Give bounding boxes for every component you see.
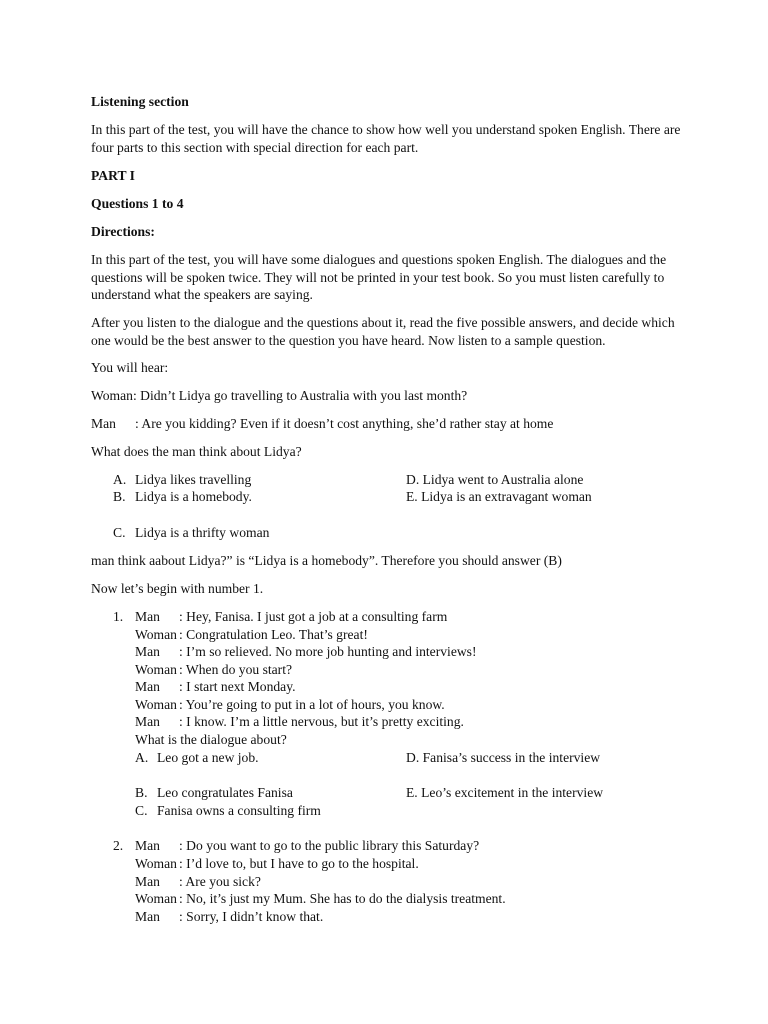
question-number: 2. <box>113 838 124 853</box>
sample-option-d: D. Lidya went to Australia alone <box>406 472 584 487</box>
you-will-hear: You will hear: <box>91 360 169 375</box>
dialogue-text: : Are you kidding? Even if it doesn’t cost anything, she’d rather stay at home <box>135 416 554 431</box>
begin-text: Now let’s begin with number 1. <box>91 581 264 596</box>
directions-label: Directions: <box>91 224 155 239</box>
question-number: 1. <box>113 609 124 624</box>
part-title: PART I <box>91 168 135 183</box>
dialogue-line: Man : I’m so relieved. No more job hunting and interviews! <box>135 644 477 659</box>
dialogue-line: Woman : When do you start? <box>135 662 293 677</box>
directions-paragraph-2: After you listen to the dialogue and the questions about it, read the five possible answers, and decide which one would be the best answer to the question you have heard. Now listen to a sample question. <box>91 315 675 348</box>
sample-dialogue-line <box>91 415 553 433</box>
speaker-label: Woman <box>91 388 133 403</box>
sample-option-c: C. Lidya is a thrifty woman <box>113 525 270 540</box>
sample-explanation: man think aabout Lidya?” is “Lidya is a homebody”. Therefore you should answer (B) <box>91 553 562 568</box>
dialogue-line: Man : Hey, Fanisa. I just got a job at a consulting farm <box>135 609 448 624</box>
sample-dialogue-line <box>91 387 467 405</box>
dialogue-line: Woman : You’re going to put in a lot of hours, you know. <box>135 697 445 712</box>
sample-question: What does the man think about Lidya? <box>91 444 302 459</box>
speaker-label: Man <box>91 416 116 431</box>
dialogue-text: : Didn’t Lidya go travelling to Australia with you last month? <box>132 388 468 403</box>
sample-option-e: E. Lidya is an extravagant woman <box>406 489 592 504</box>
dialogue-line: Man : Sorry, I didn’t know that. <box>135 909 324 924</box>
q1-option-b: B. Leo congratulates Fanisa <box>135 785 293 800</box>
questions-range: Questions 1 to 4 <box>91 196 184 211</box>
q1-option-a: A. Leo got a new job. <box>135 750 259 765</box>
dialogue-line: Man : Do you want to go to the public library this Saturday? <box>135 838 480 853</box>
q1-option-d: D. Fanisa’s success in the interview <box>406 750 601 765</box>
dialogue-line: Man : I know. I’m a little nervous, but it’s pretty exciting. <box>135 714 464 729</box>
question-text: What is the dialogue about? <box>135 732 287 747</box>
q1-option-c: C. Fanisa owns a consulting firm <box>135 803 321 818</box>
intro-paragraph: In this part of the test, you will have the chance to show how well you understand spoken English. There are four parts to this section with special direction for each part. <box>91 122 681 155</box>
directions-paragraph-1: In this part of the test, you will have some dialogues and questions spoken English. The dialogues and the questions will be spoken twice. They will not be printed in your test book. So you must listen carefully to understand what the speakers are saying. <box>91 252 667 302</box>
dialogue-line: Man : I start next Monday. <box>135 679 296 694</box>
dialogue-line: Woman : No, it’s just my Mum. She has to do the dialysis treatment. <box>135 891 506 906</box>
dialogue-line: Man : Are you sick? <box>135 874 261 889</box>
sample-option-b: B. Lidya is a homebody. <box>113 489 252 504</box>
q1-option-e: E. Leo’s excitement in the interview <box>406 785 604 800</box>
dialogue-line: Woman : I’d love to, but I have to go to the hospital. <box>135 856 419 871</box>
sample-option-a: A. Lidya likes travelling <box>113 472 252 487</box>
dialogue-line: Woman : Congratulation Leo. That’s great! <box>135 627 368 642</box>
section-title: Listening section <box>91 94 189 109</box>
